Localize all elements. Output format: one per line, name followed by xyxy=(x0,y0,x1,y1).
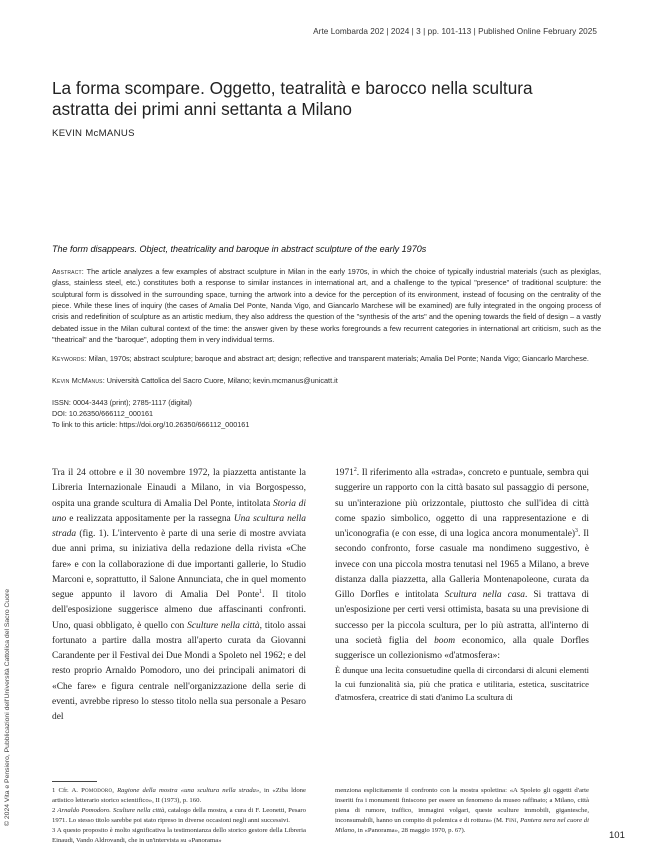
author-affiliation xyxy=(52,375,601,386)
body-text: , titolo assai fortunato a partire dalla mostra all'aperto curata da Giovanni Carandente per il Festival dei Due Mondi a Spoleto nel 1962; e del resto proprio Arnaldo Pomodoro, uno dei principali animatori di «Che fare» e figura centrale nell'organizzazione della serie di eventi, avrebbe ripreso lo stesso titolo nella sua personale a Pesaro del xyxy=(52,620,306,723)
body-italic: boom xyxy=(434,635,456,646)
footnotes-right xyxy=(335,786,589,836)
footnote-italic: Pantera nera nel cuore di Milano xyxy=(335,817,589,835)
footnote-ref[interactable]: 3 xyxy=(575,527,578,534)
author-name: KEVIN McMANUS xyxy=(52,128,135,139)
english-title: The form disappears. Object, theatricality and baroque in abstract sculpture of the early 1970s xyxy=(52,244,427,254)
side-copyright: © 2024 Vita e Pensiero, Pubblicazioni dell'Università Cattolica del Sacro Cuore xyxy=(4,588,11,826)
footnote-ref[interactable]: 1 xyxy=(259,588,262,595)
abstract xyxy=(52,266,601,345)
body-text: e realizzata appositamente per la rassegna xyxy=(66,513,234,524)
body-text: . Si trattava di un'esposizione per certi versi ottimista, basata su una previsione di successo per la piccola scultura, per lo più astratta, all'interno di una società figlia del xyxy=(335,590,589,646)
body-text: economico, alla quale Dorfles suggerisce un collezionismo «d'atmosfera»: xyxy=(335,635,589,662)
footnote-text: , xyxy=(112,787,118,794)
footnote-text: , catalogo della mostra, a cura di F. Leonetti, Pesaro 1971. Lo stesso titolo sarebbe poi stato ripreso in diverse occasioni negli anni successivi. xyxy=(52,807,307,825)
abstract-text: The article analyzes a few examples of abstract sculpture in Milan in the early 1970s, in which the choice of typically industrial materials (such as plexiglas, glass, stainless steel, etc.) constitutes both a response to similar instances in international art, and a challenge to the typical "presence" of traditional sculpture: the sculptural form is dissolved in the surrounding space, turning the artwork into a device for the perception of its environment, instead of focusing on the centrality of the piece. While these lines of inquiry (the cases of Amalia Del Ponte, Nanda Vigo, and Giancarlo Marchese will be examined) are fully integrated in the ongoing process of crisis and redefinition of sculpture as an artistic medium, they also address the question of the "synthesis of the arts" and the opening towards the field of design – a vastly debated issue in the Milan cultural context of the time: the answer given by these works foregrounds a few recurrent categories in international art criticism, such as the "theatrical" and the "baroque", adopting them in very individual terms. xyxy=(52,267,601,345)
footnote-text: 2 xyxy=(52,807,58,815)
affiliation-text: : Università Cattolica del Sacro Cuore, Milano; kevin.mcmanus@unicatt.it xyxy=(102,376,338,385)
issn: ISSN: 0004-3443 (print); 2785-1117 (digital) xyxy=(52,398,192,407)
footnote-3: 3 A questo proposito è molto significativa la testimonianza dello storico gestore della Libreria Einaudi, Vando Aldrovandi, che in un'intervista su «Panorama» xyxy=(52,827,306,845)
page-number: 101 xyxy=(609,830,625,841)
body-text: . Il titolo dell'esposizione suggerisce almeno due affascinanti confronti. Uno, quasi obbligato, è quello con xyxy=(52,590,306,631)
footnote-text: menziona esplicitamente il confronto con la mostra spoletina: «A Spoleto gli oggetti d'arte inseriti fra i monumenti finiscono per essere un fenomeno da museo raffinato; a Milano, città piena di rumore, traffico, immagini volgari, queste sculture immobili, gigantesche, inconsumabili, hanno un compito di polemica e di rottura» (M. xyxy=(335,787,589,825)
keywords-text: Milan, 1970s; abstract sculpture; baroque and abstract art; design; reflective and transparent materials; Amalia Del Ponte; Nanda Vigo; Giancarlo Marchese. xyxy=(88,354,589,363)
body-text: . Il riferimento alla «strada», concreto e puntuale, sembra qui suggerire un rapporto con la città basato sul passaggio di persone, su un'interazione più orizzontale, piuttosto che sull'idea di città come spazio simbolico, oggetto di una rappresentazione e di un'iconografia (e con esse, di una logica ancora monumentale) xyxy=(335,468,589,540)
footnote-text: , in «Panorama», 28 maggio 1970, p. 67). xyxy=(354,827,466,835)
footnote-2 xyxy=(52,806,306,826)
keywords xyxy=(52,353,601,364)
footnote-author: Pomodoro xyxy=(81,787,113,794)
footnote-author: Fini xyxy=(505,817,517,825)
affiliation-name: Kevin McManus xyxy=(52,376,103,385)
body-text: (fig. 1). L'intervento è parte di una serie di mostre avviata due anni prima, su iniziativa della redazione della rivista «Che fare» e con la collaborazione di due importanti gallerie, lo Studio Marconi e, soprattutto, il Salone Annunciata, che in quel momento segue appunto il lavoro di Amalia Del Ponte xyxy=(52,529,306,601)
body-paragraph xyxy=(52,466,306,726)
footnote-3-continued xyxy=(335,786,589,836)
block-quote: È dunque una lecita consuetudine quella di circondarsi di alcuni elementi la cui funzionalità sia, più che pratica e utilitaria, estetica, suscitatrice d'atmosfera, creatrice di stati d'animo La scultura di xyxy=(335,665,589,703)
body-italic: Scultura nella casa xyxy=(444,590,525,601)
body-italic: Una scultura nella strada xyxy=(52,513,306,540)
body-italic: Storia di uno xyxy=(52,498,306,524)
abstract-label: Abstract: xyxy=(52,267,84,276)
footnote-italic: Ragione della mostra «una scultura nella strada» xyxy=(117,787,260,794)
doi: DOI: 10.26350/666112_000161 xyxy=(52,408,154,418)
footnote-divider xyxy=(52,781,97,782)
footnote-text: , xyxy=(516,817,521,825)
body-text: Tra il 24 ottobre e il 30 novembre 1972, la piazzetta antistante la Libreria Internazionale Einaudi a Milano, in via Borgospesso, ospita una grande scultura di Amalia Del Ponte, intitolata xyxy=(52,468,306,509)
article-link[interactable]: To link to this article: https://doi.org/10.26350/666112_000161 xyxy=(52,419,250,429)
footnote-1 xyxy=(52,786,306,806)
footnote-text: , in «Ziba ldone artistico letterario storico scientifico», II (1973), p. 160. xyxy=(52,787,306,805)
body-column-right xyxy=(335,466,589,705)
running-head: Arte Lombarda 202 | 2024 | 3 | pp. 101-113 | Published Online February 2025 xyxy=(313,27,597,36)
keywords-label: Keywords: xyxy=(52,354,87,363)
body-italic: Sculture nella città xyxy=(187,620,260,631)
body-text: 1971 xyxy=(335,468,354,478)
article-meta xyxy=(52,398,249,431)
body-paragraph xyxy=(335,466,589,664)
footnote-ref[interactable]: 2 xyxy=(353,466,357,473)
body-column-left xyxy=(52,466,306,726)
body-text: . Il secondo confronto, forse casuale ma nondimeno suggestivo, è invece con una piccola mostra tenutasi nel 1965 a Milano, a breve distanza dalla piazzetta, alla Galleria Montenapoleone, curata da Gillo Dorfles e intitolata xyxy=(335,529,589,601)
article-title: La forma scompare. Oggetto, teatralità e barocco nella scultura astratta dei primi anni settanta a Milano xyxy=(52,78,533,119)
footnote-text: 1 Cfr. A. xyxy=(52,787,82,794)
footnotes-left xyxy=(52,786,306,846)
footnote-italic: Arnaldo Pomodoro. Sculture nella città xyxy=(57,807,165,815)
